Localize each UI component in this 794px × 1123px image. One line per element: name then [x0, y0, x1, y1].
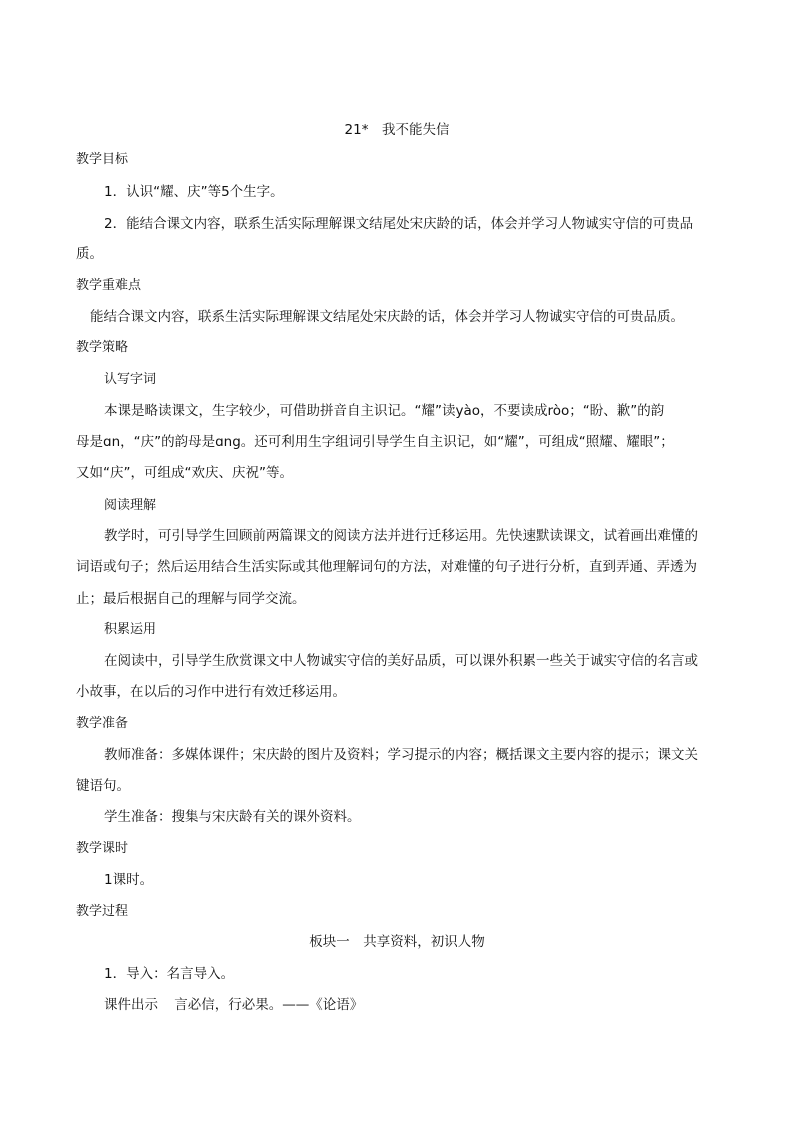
accumulate-line-1: 在阅读中，引导学生欣赏课文中人物诚实守信的美好品质，可以课外积累一些关于诚实守信的名言或 [104, 653, 698, 669]
key-text: 能结合课文内容，联系生活实际理解课文结尾处宋庆龄的话，体会并学习人物诚实守信的可贵品质。 [90, 309, 684, 325]
goal-2-line-1: 2．能结合课文内容，联系生活实际理解课文结尾处宋庆龄的话，体会并学习人物诚实守信的可贵品 [104, 216, 694, 232]
strategy-heading: 教学策略 [76, 340, 129, 355]
courseware-line [104, 996, 363, 1014]
key-heading: 教学重难点 [76, 278, 142, 293]
words-line-3: 又如“庆”，可组成“欢庆、庆祝”等。 [76, 465, 293, 481]
block-title: 板块一 共享资料，初识人物 [309, 934, 485, 950]
courseware-quote: 言必信，行必果。——《论语》 [174, 997, 364, 1013]
prep-teacher-line-1: 教师准备：多媒体课件；宋庆龄的图片及资料；学习提示的内容；概括课文主要内容的提示；课文关 [104, 747, 698, 763]
reading-line-1: 教学时，可引导学生回顾前两篇课文的阅读方法并进行迁移运用。先快速默读课文，试着画出难懂的 [104, 528, 698, 544]
accumulate-line-2: 小故事，在以后的习作中进行有效迁移运用。 [76, 684, 346, 700]
page-title: 21* 我不能失信 [344, 122, 450, 138]
words-line-1: 本课是略读课文，生字较少，可借助拼音自主识记。“耀”读yào，不要读成ròo；“盼、歉”的韵 [104, 403, 665, 419]
prep-heading: 教学准备 [76, 716, 129, 731]
reading-line-3: 止；最后根据自己的理解与同学交流。 [76, 591, 306, 607]
time-heading: 教学课时 [76, 841, 129, 856]
prep-teacher-line-2: 键语句。 [76, 778, 130, 794]
goal-2-line-2: 质。 [76, 246, 103, 262]
subheading-words: 认写字词 [104, 372, 157, 387]
step-1: 1．导入：名言导入。 [104, 966, 235, 982]
goals-heading: 教学目标 [76, 152, 129, 167]
subheading-reading: 阅读理解 [104, 498, 157, 513]
words-line-2: 母是ɑn，“庆”的韵母是ɑng。还可利用生字组词引导学生自主识记，如“耀”，可组成“照耀、耀眼”； [76, 434, 674, 450]
subheading-accumulate: 积累运用 [104, 622, 157, 637]
reading-line-2: 词语或句子；然后运用结合生活实际或其他理解词句的方法，对难懂的句子进行分析，直到弄通、弄透为 [76, 559, 697, 575]
process-heading: 教学过程 [76, 904, 129, 919]
time-text: 1课时。 [104, 872, 154, 888]
goal-1: 1．认识“耀、庆”等5个生字。 [104, 184, 284, 200]
courseware-label: 课件出示 [104, 997, 158, 1013]
prep-student: 学生准备：搜集与宋庆龄有关的课外资料。 [104, 809, 361, 825]
